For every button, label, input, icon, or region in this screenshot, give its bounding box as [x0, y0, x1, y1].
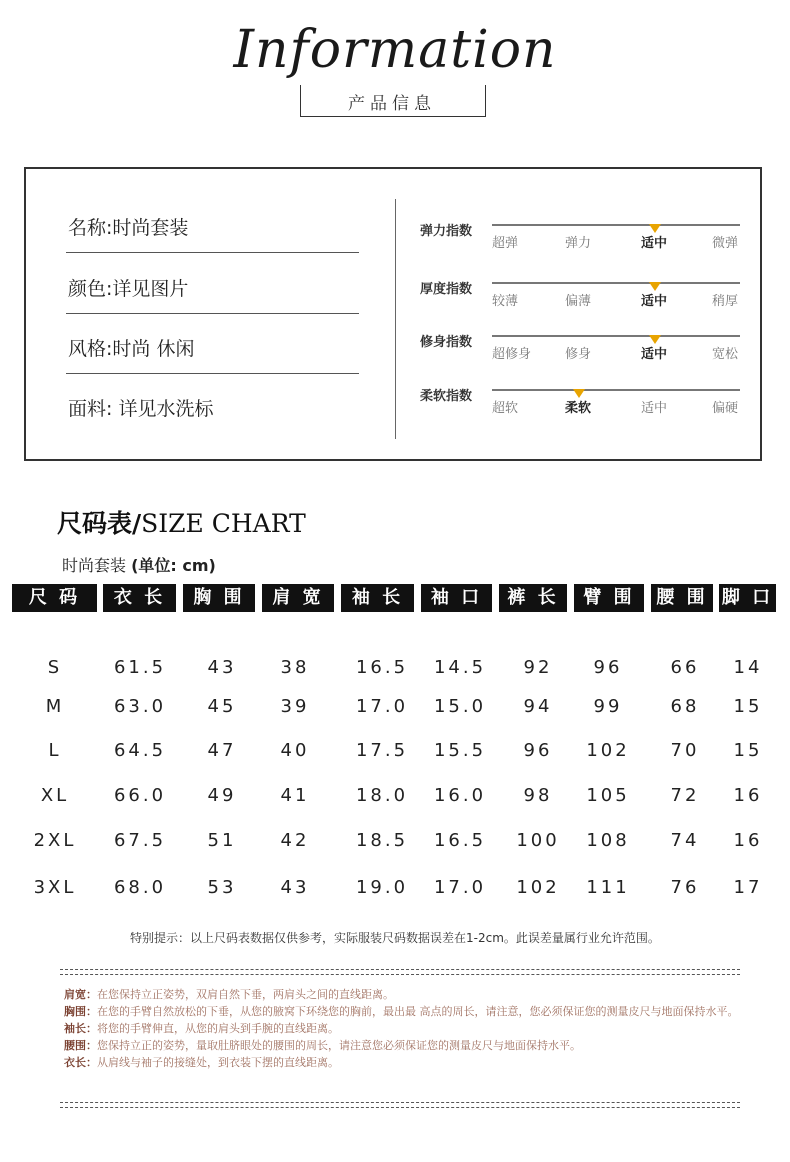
index-option: 宽松 — [712, 347, 739, 362]
table-cell: 15 — [733, 696, 763, 717]
info-row-text: 颜色:详见图片 — [68, 278, 189, 300]
table-cell: 15 — [733, 740, 763, 761]
index-option: 适中 — [641, 294, 668, 309]
index-option: 适中 — [641, 236, 668, 251]
index-marker-icon — [649, 224, 661, 233]
measure-term: 衣长： — [64, 1056, 97, 1069]
size-note: 特别提示：以上尺码表数据仅供参考，实际服装尺码数据误差在1-2cm。此误差量属行业允许范围。 — [130, 931, 660, 945]
index-option: 超弹 — [492, 236, 519, 251]
table-cell: 94 — [523, 696, 553, 717]
table-cell: 2XL — [33, 830, 77, 851]
page-title: Information — [233, 20, 557, 80]
index-track — [492, 282, 740, 284]
table-cell: 15.0 — [433, 696, 487, 717]
table-cell: 14 — [733, 657, 763, 678]
table-cell: 67.5 — [113, 830, 167, 851]
table-cell: 3XL — [33, 877, 77, 898]
table-cell: 39 — [280, 696, 310, 717]
table-cell: 98 — [523, 785, 553, 806]
table-cell: 49 — [207, 785, 237, 806]
index-label: 厚度指数 — [420, 282, 473, 297]
table-cell: 96 — [523, 740, 553, 761]
table-header-cell: 脚 口 — [719, 584, 776, 612]
table-header-cell: 腰 围 — [651, 584, 713, 612]
table-cell: 16.5 — [433, 830, 487, 851]
table-header-cell: 裤 长 — [499, 584, 567, 612]
size-chart-title — [57, 504, 306, 540]
measure-item — [64, 1037, 754, 1054]
table-cell: 63.0 — [113, 696, 167, 717]
index-track — [492, 224, 740, 226]
table-cell: 47 — [207, 740, 237, 761]
index-label: 修身指数 — [420, 335, 473, 350]
size-chart-subtitle — [62, 553, 216, 576]
table-cell: 43 — [280, 877, 310, 898]
table-cell: 70 — [670, 740, 700, 761]
measure-text: 在您保持立正姿势，双肩自然下垂，两肩头之间的直线距离。 — [97, 988, 394, 1001]
index-marker-icon — [649, 282, 661, 291]
index-option: 偏硬 — [712, 401, 739, 416]
table-cell: 68.0 — [113, 877, 167, 898]
measure-item — [64, 1054, 754, 1071]
table-cell: 74 — [670, 830, 700, 851]
index-label: 弹力指数 — [420, 224, 473, 239]
table-cell: 16.0 — [433, 785, 487, 806]
index-option: 微弹 — [712, 236, 739, 251]
table-cell: 105 — [586, 785, 630, 806]
info-row-fabric — [66, 375, 359, 433]
dashed-divider-bottom — [60, 1102, 740, 1108]
table-cell: 43 — [207, 657, 237, 678]
table-header-cell: 衣 长 — [103, 584, 176, 612]
index-option: 修身 — [565, 347, 592, 362]
table-cell: 76 — [670, 877, 700, 898]
table-cell: M — [45, 696, 65, 717]
measure-text: 在您的手臂自然放松的下垂，从您的腋窝下环绕您的胸前，最出最 高点的周长，请注意，您必须保证您的测量皮尺与地面保持水平。 — [97, 1005, 739, 1018]
table-cell: 111 — [586, 877, 630, 898]
table-cell: 42 — [280, 830, 310, 851]
table-cell: 15.5 — [433, 740, 487, 761]
table-cell: 96 — [593, 657, 623, 678]
index-track — [492, 335, 740, 337]
table-cell: 17.0 — [355, 696, 409, 717]
table-cell: 61.5 — [113, 657, 167, 678]
table-cell: 102 — [586, 740, 630, 761]
measure-guide — [64, 986, 754, 1071]
info-row-name — [66, 194, 359, 253]
measure-text: 您保持立正的姿势，量取肚脐眼处的腰围的周长，请注意您必须保证您的测量皮尺与地面保持水平。 — [97, 1039, 581, 1052]
size-chart-title-en: SIZE CHART — [141, 509, 306, 538]
index-option: 较薄 — [492, 294, 519, 309]
index-option: 超修身 — [492, 347, 532, 362]
index-option: 适中 — [641, 347, 668, 362]
table-cell: 45 — [207, 696, 237, 717]
info-row-text: 面料: 详见水洗标 — [68, 398, 214, 420]
index-option: 稍厚 — [712, 294, 739, 309]
table-cell: 92 — [523, 657, 553, 678]
table-cell: 99 — [593, 696, 623, 717]
table-cell: 64.5 — [113, 740, 167, 761]
table-cell: 68 — [670, 696, 700, 717]
info-row-style — [66, 315, 359, 374]
measure-item — [64, 1020, 754, 1037]
table-header-cell: 尺 码 — [12, 584, 97, 612]
table-cell: 16 — [733, 830, 763, 851]
measure-item — [64, 986, 754, 1003]
table-header-cell: 肩 宽 — [262, 584, 334, 612]
info-row-text: 风格:时尚 休闲 — [68, 338, 195, 360]
unit-label: (单位: cm) — [131, 556, 216, 575]
size-chart-title-cn: 尺码表/ — [57, 509, 142, 538]
table-cell: 16.5 — [355, 657, 409, 678]
product-name: 时尚套装 — [62, 556, 127, 575]
info-divider — [395, 199, 396, 439]
measure-text: 将您的手臂伸直，从您的肩头到手腕的直线距离。 — [97, 1022, 339, 1035]
table-cell: 40 — [280, 740, 310, 761]
table-header-cell: 胸 围 — [183, 584, 255, 612]
table-cell: 19.0 — [355, 877, 409, 898]
table-cell: 17.5 — [355, 740, 409, 761]
table-cell: 18.0 — [355, 785, 409, 806]
index-marker-icon — [573, 389, 585, 398]
index-marker-icon — [649, 335, 661, 344]
subtitle-text: 产品信息 — [310, 83, 474, 114]
table-header-cell: 袖 口 — [421, 584, 492, 612]
table-cell: 51 — [207, 830, 237, 851]
index-option: 适中 — [641, 401, 668, 416]
table-cell: 17.0 — [433, 877, 487, 898]
measure-item — [64, 1003, 754, 1020]
index-option: 超软 — [492, 401, 519, 416]
measure-term: 胸围： — [64, 1005, 97, 1018]
index-track — [492, 389, 740, 391]
dashed-divider-top — [60, 969, 740, 975]
table-cell: 38 — [280, 657, 310, 678]
table-cell: S — [47, 657, 63, 678]
table-cell: XL — [40, 785, 70, 806]
table-cell: 16 — [733, 785, 763, 806]
table-cell: 17 — [733, 877, 763, 898]
index-option: 弹力 — [565, 236, 592, 251]
table-cell: 14.5 — [433, 657, 487, 678]
index-option: 柔软 — [565, 401, 592, 416]
measure-text: 从肩线与袖子的接缝处，到衣装下摆的直线距离。 — [97, 1056, 339, 1069]
table-header-cell: 袖 长 — [341, 584, 414, 612]
info-row-color — [66, 255, 359, 314]
table-cell: 72 — [670, 785, 700, 806]
index-label: 柔软指数 — [420, 389, 473, 404]
measure-term: 腰围： — [64, 1039, 97, 1052]
table-cell: 41 — [280, 785, 310, 806]
table-cell: 100 — [516, 830, 560, 851]
table-cell: 18.5 — [355, 830, 409, 851]
table-cell: 108 — [586, 830, 630, 851]
table-header-cell: 臂 围 — [574, 584, 644, 612]
measure-term: 肩宽： — [64, 988, 97, 1001]
subtitle-box — [300, 85, 484, 117]
table-cell: 66.0 — [113, 785, 167, 806]
index-option: 偏薄 — [565, 294, 592, 309]
table-cell: L — [48, 740, 62, 761]
table-cell: 66 — [670, 657, 700, 678]
info-row-text: 名称:时尚套装 — [68, 217, 189, 239]
table-cell: 102 — [516, 877, 560, 898]
table-cell: 53 — [207, 877, 237, 898]
measure-term: 袖长： — [64, 1022, 97, 1035]
